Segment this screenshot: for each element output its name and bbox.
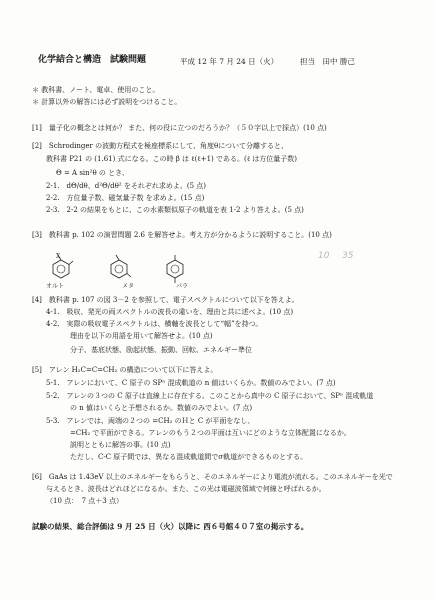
ortho-structure [46,252,76,282]
question-2-line-2: 教科書 P21 の (1.61) 式になる。この時 β は ℓ(ℓ+1) である。(ℓ は方位量子数) [46,155,298,163]
question-3: [3] 教科書 p. 102 の演習問題 2.6 を解答せよ。考え方が分かるように説明すること。(10 点) [32,231,332,239]
exam-date: 平成 12 年 7 月 24 日（火） [180,57,279,66]
question-4-1: 4-1. 吸収、発光の両スペクトルの波長の違いを、理由と共に述べよ。(10 点) [46,308,294,316]
question-4-line-1: [4] 教科書 p. 107 の図 3－2 を参照して、電子スペクトルについて以下を答えよ。 [32,296,299,304]
question-5-3-cont-2: 説明とともに解答の事。(10 点) [70,441,171,449]
question-6-line-1: [6] GaAs は 1.43eV 以上のエネルギーをもらうと、そのエネルギーにより電流が流れる。このエネルギーを光で [32,473,393,481]
question-1: [1] 量子化の概念とは何か？ また、何の役に立つのだろうか？（５０字以上で採点）(10 点) [32,124,327,132]
question-4-2-note: 理由を以下の用語を用いて解答せよ。(10 点) [70,332,213,340]
question-6-points: （10 点： 7 点＋3 点） [46,497,123,505]
ortho-label: オルト [46,283,65,290]
substituent-label: X [56,253,61,260]
question-5-3-cont-1: =CH₂ で平面ができる。アレンのもう２つの平面は互いにどのような立体配置になるか。 [70,429,351,437]
note-1: ＊ 教科書、ノート、電卓、使用のこと。 [32,86,160,94]
note-2: ＊ 計算以外の解答には必ず説明をつけること。 [32,98,182,106]
question-5-1: 5-1. アレンにおいて、C 原子の SPⁿ 混成軌道の n 値はいくらか。数値のみでよい。(7 点) [46,379,336,387]
para-label: パラ [176,283,189,290]
handwritten-mark-2: 35 [342,251,354,261]
question-5-3: 5-3. アレンでは、両端の２つの =CH₂ のＨと C が平面をなし、 [46,417,255,425]
question-6-line-2: 与えるとき、波長はどれほどになるか。また、この光は電磁波領域で何線と呼ばれるか。 [46,485,326,493]
meta-structure [104,252,134,282]
question-2-2: 2-2. 方位量子数、磁気量子数 を求めよ。(15 点) [46,194,205,202]
teacher-name: 担当 田中 勝己 [300,57,355,66]
results-notice: 試験の結果、総合評価は 9 月 25 日（火）以降に 西６号館４０７室の掲示する。 [32,522,309,531]
question-5-2-cont: の n 値はいくらと予想されるか。数値のみでよい。(7 点) [70,404,253,412]
exam-title: 化学結合と構造 試験問題 [38,55,147,65]
question-4-2: 4-2. 実際の吸収電子スペクトルは、横軸を波長として“幅”を持つ。 [46,320,263,328]
question-2-3: 2-3. 2-2 の結果をもとに、この水素類似原子の軌道を表 1-2 より答えよ。(5 点) [46,206,304,214]
para-structure [160,252,190,286]
question-5-2: 5-2. アレンの３つの C 原子は直線上に存在する。このことから真中の C 原子において、SPⁿ 混成軌道 [46,392,374,400]
question-5-line-1: [5] アレン H₂C=C=CH₂ の構造について以下に答えよ。 [32,366,218,374]
question-2-line-1: [2] Schrodinger の波動方程式を極座標系にして、角度θについて分離すると、 [32,142,289,150]
question-2-1: 2-1. dΘ/dθ、d²Θ/dθ² をそれぞれ求めよ。(5 点) [46,182,207,190]
meta-label: メタ [122,283,135,290]
question-5-3-cont-3: ただし、C-C 原子間では、異なる混成軌道間でσ軌道ができるものとする。 [70,453,308,461]
question-4-terms: 分子、基底状態、励起状態、振動、回転、エネルギー準位 [70,346,252,354]
handwritten-mark-1: 10 [318,251,330,261]
question-2-formula: Θ = A sin²θ の とき、 [56,169,129,177]
